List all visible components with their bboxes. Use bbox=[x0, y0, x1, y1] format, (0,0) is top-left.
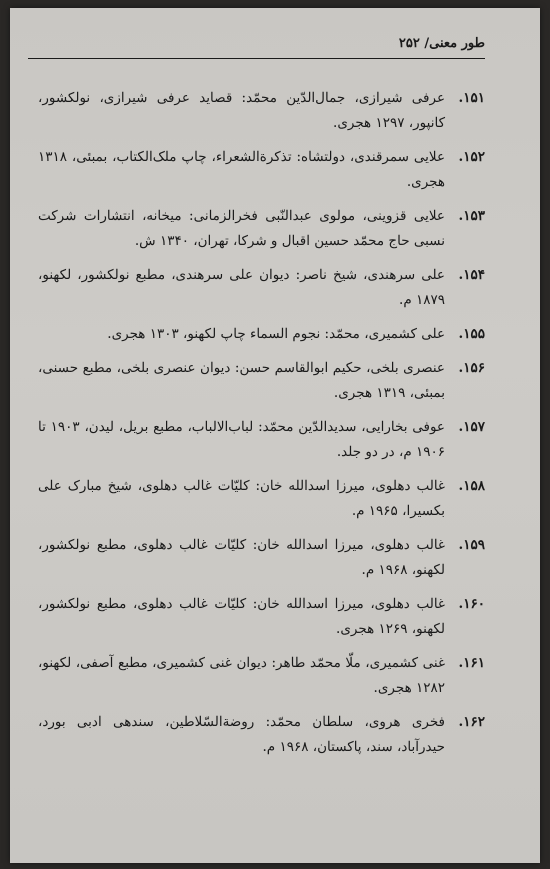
entry-text: غالب دهلوی، میرزا اسدالله خان: کلیّات غالب دهلوی، مطبع نولکشور، لکهنو، ۱۹۶۸ م. bbox=[38, 537, 445, 578]
entry-text: عرفی شیرازی، جمال‌الدّین محمّد: قصاید عرفی شیرازی، نولکشور، کانپور، ۱۲۹۷ هجری. bbox=[38, 90, 445, 131]
entry-number: ۱۶۲. bbox=[458, 714, 485, 730]
entry-number: ۱۵۹. bbox=[458, 537, 485, 553]
entry-number: ۱۵۲. bbox=[458, 149, 485, 165]
bibliography-entry bbox=[38, 474, 485, 524]
header-rule bbox=[28, 58, 485, 59]
bibliography-entry bbox=[38, 322, 485, 347]
running-head: طور معنی/ ۲۵۲ bbox=[398, 36, 485, 51]
bibliography-list bbox=[38, 86, 485, 769]
entry-number: ۱۶۱. bbox=[458, 655, 485, 671]
entry-text: علی سرهندی، شیخ ناصر: دیوان علی سرهندی، مطبع نولکشور، لکهنو، ۱۸۷۹ م. bbox=[38, 267, 445, 308]
bibliography-entry bbox=[38, 263, 485, 313]
bibliography-entry bbox=[38, 356, 485, 406]
entry-text: عوفی بخارایی، سدیدالدّین محمّد: لباب‌الالباب، مطبع بریل، لیدن، ۱۹۰۳ تا ۱۹۰۶ م، در دو جلد. bbox=[38, 419, 445, 460]
entry-number: ۱۵۷. bbox=[458, 419, 485, 435]
bibliography-entry bbox=[38, 592, 485, 642]
entry-number: ۱۵۸. bbox=[458, 478, 485, 494]
entry-text: غالب دهلوی، میرزا اسدالله خان: کلیّات غالب دهلوی، مطبع نولکشور، لکهنو، ۱۲۶۹ هجری. bbox=[38, 596, 445, 637]
bibliography-entry bbox=[38, 710, 485, 760]
entry-number: ۱۵۴. bbox=[458, 267, 485, 283]
bibliography-entry bbox=[38, 651, 485, 701]
entry-text: غالب دهلوی، میرزا اسدالله خان: کلیّات غالب دهلوی، شیخ مبارک علی بکسیرا، ۱۹۶۵ م. bbox=[38, 478, 445, 519]
entry-text: علایی قزوینی، مولوی عبدالنّبی فخرالزمانی: میخانه، انتشارات شرکت نسبی حاج محمّد حسین اقبال و شرکا، تهران، ۱۳۴۰ ش. bbox=[38, 208, 445, 249]
bibliography-entry bbox=[38, 86, 485, 136]
book-page bbox=[10, 8, 540, 863]
entry-text: عنصری بلخی، حکیم ابوالقاسم حسن: دیوان عنصری بلخی، مطبع حسنی، بمبئی، ۱۳۱۹ هجری. bbox=[38, 360, 445, 401]
bibliography-entry bbox=[38, 533, 485, 583]
entry-number: ۱۵۳. bbox=[458, 208, 485, 224]
entry-text: غنی کشمیری، ملّا محمّد طاهر: دیوان غنی کشمیری، مطبع آصفی، لکهنو، ۱۲۸۲ هجری. bbox=[38, 655, 445, 696]
entry-number: ۱۵۱. bbox=[458, 90, 485, 106]
entry-text: علایی سمرقندی، دولتشاه: تذکرة‌الشعراء، چاپ ملک‌الکتاب، بمبئی، ۱۳۱۸ هجری. bbox=[38, 149, 445, 190]
entry-text: فخری هروی، سلطان محمّد: روضة‌السّلاطین، سندهی ادبی بورد، حیدرآباد، سند، پاکستان، ۱۹۶۸ م. bbox=[38, 714, 445, 755]
entry-number: ۱۵۵. bbox=[458, 326, 485, 342]
bibliography-entry bbox=[38, 204, 485, 254]
bibliography-entry bbox=[38, 145, 485, 195]
entry-number: ۱۶۰. bbox=[458, 596, 485, 612]
bibliography-entry bbox=[38, 415, 485, 465]
entry-number: ۱۵۶. bbox=[458, 360, 485, 376]
entry-text: علی کشمیری، محمّد: نجوم السماء چاپ لکهنو، ۱۳۰۳ هجری. bbox=[107, 326, 445, 342]
